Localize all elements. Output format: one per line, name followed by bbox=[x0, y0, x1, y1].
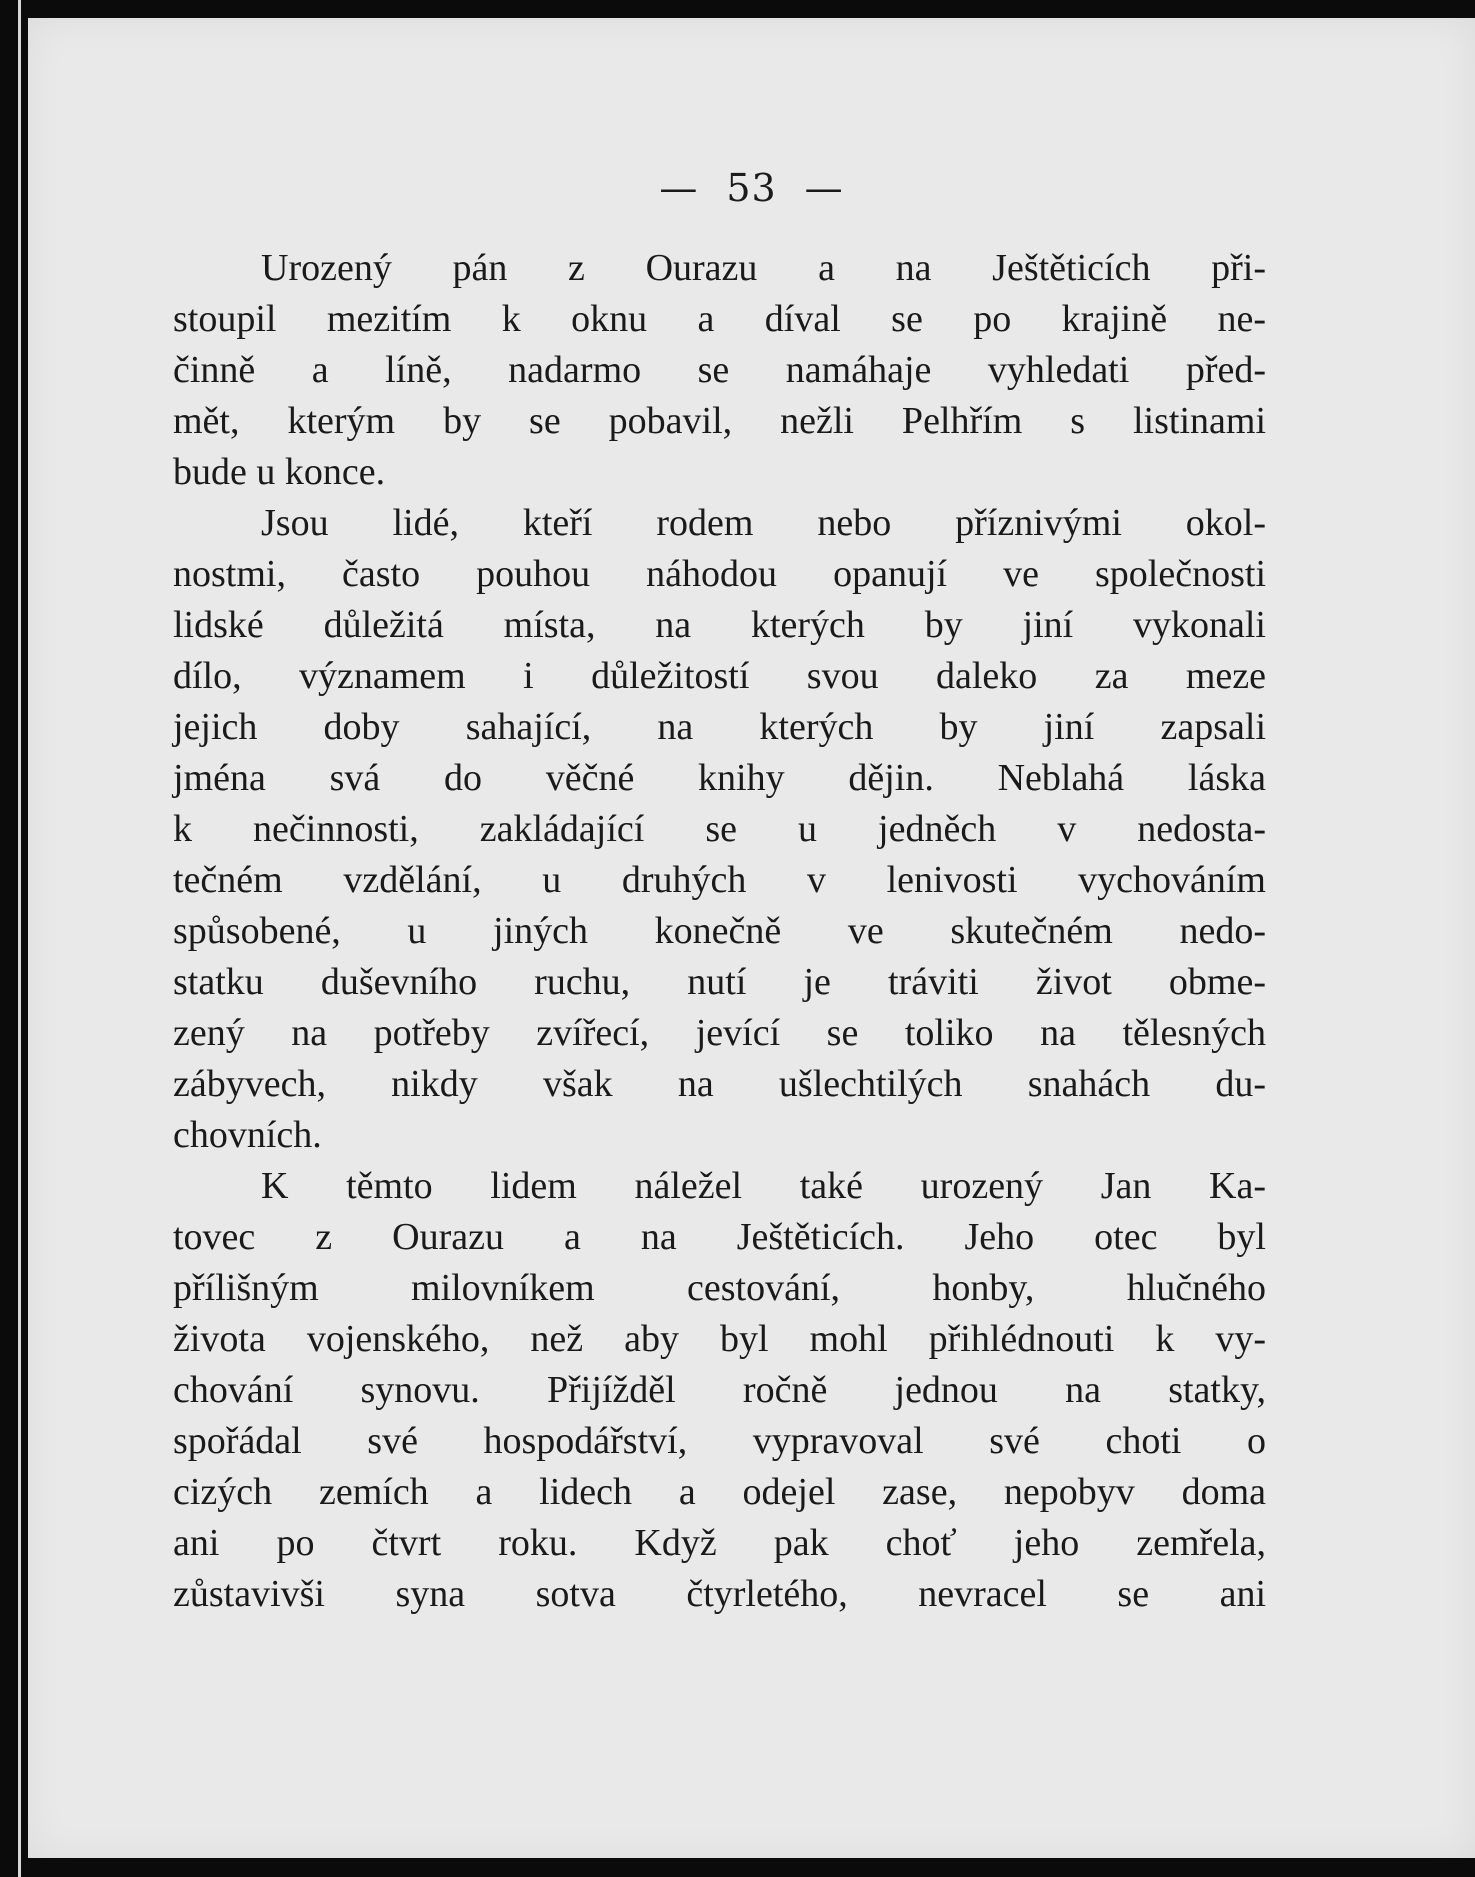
text-line: života vojenského, než aby byl mohl přihlédnouti k vy- bbox=[173, 1318, 1266, 1360]
text-line: jejich doby sahající, na kterých by jiní zapsali bbox=[173, 706, 1266, 748]
text-line: cizých zemích a lidech a odejel zase, nepobyv doma bbox=[173, 1471, 1266, 1513]
text-line: tečném vzdělání, u druhých v lenivosti vychováním bbox=[173, 859, 1266, 901]
text-line: K těmto lidem náležel také urozený Jan Ka- bbox=[261, 1165, 1266, 1207]
page-number: 53 bbox=[726, 166, 777, 210]
text-line: Jsou lidé, kteří rodem nebo příznivými okol- bbox=[261, 502, 1266, 544]
text-line: statku duševního ruchu, nutí je tráviti život obme- bbox=[173, 961, 1266, 1003]
text-line: jména svá do věčné knihy dějin. Neblahá láska bbox=[173, 757, 1266, 799]
text-line: zený na potřeby zvířecí, jevící se toliko na tělesných bbox=[173, 1012, 1266, 1054]
text-line: Urozený pán z Ourazu a na Ještěticích při- bbox=[261, 247, 1266, 289]
text-line: stoupil mezitím k oknu a díval se po krajině ne- bbox=[173, 298, 1266, 340]
text-line: bude u konce. bbox=[173, 451, 386, 493]
text-line: chování synovu. Přijížděl ročně jednou na statky, bbox=[173, 1369, 1266, 1411]
text-line: tovec z Ourazu a na Ještěticích. Jeho otec byl bbox=[173, 1216, 1266, 1258]
text-line: lidské důležitá místa, na kterých by jiní vykonali bbox=[173, 604, 1266, 646]
text-line: dílo, významem i důležitostí svou daleko za meze bbox=[173, 655, 1266, 697]
page-number-dash-left: — bbox=[659, 166, 699, 210]
text-line: činně a líně, nadarmo se namáhaje vyhledati před- bbox=[173, 349, 1266, 391]
text-line: přílišným milovníkem cestování, honby, hlučného bbox=[173, 1267, 1266, 1309]
body-text bbox=[173, 243, 1266, 1620]
text-line: zůstavivši syna sotva čtyrletého, nevracel se ani bbox=[173, 1573, 1266, 1615]
scan-left-edge bbox=[0, 0, 21, 1877]
text-line: mět, kterým by se pobavil, nežli Pelhřím s listinami bbox=[173, 400, 1266, 442]
text-line: spořádal své hospodářství, vypravoval své choti o bbox=[173, 1420, 1266, 1462]
text-line: ani po čtvrt roku. Když pak choť jeho zemřela, bbox=[173, 1522, 1266, 1564]
book-page bbox=[28, 18, 1475, 1858]
text-line: chovních. bbox=[173, 1114, 322, 1156]
text-line: spůsobené, u jiných konečně ve skutečném nedo- bbox=[173, 910, 1266, 952]
text-line: zábyvech, nikdy však na ušlechtilých snahách du- bbox=[173, 1063, 1266, 1105]
text-line: nostmi, často pouhou náhodou opanují ve společnosti bbox=[173, 553, 1266, 595]
page-number-header bbox=[28, 166, 1475, 210]
page-number-dash-right: — bbox=[804, 166, 844, 210]
text-line: k nečinnosti, zakládající se u jedněch v nedosta- bbox=[173, 808, 1266, 850]
